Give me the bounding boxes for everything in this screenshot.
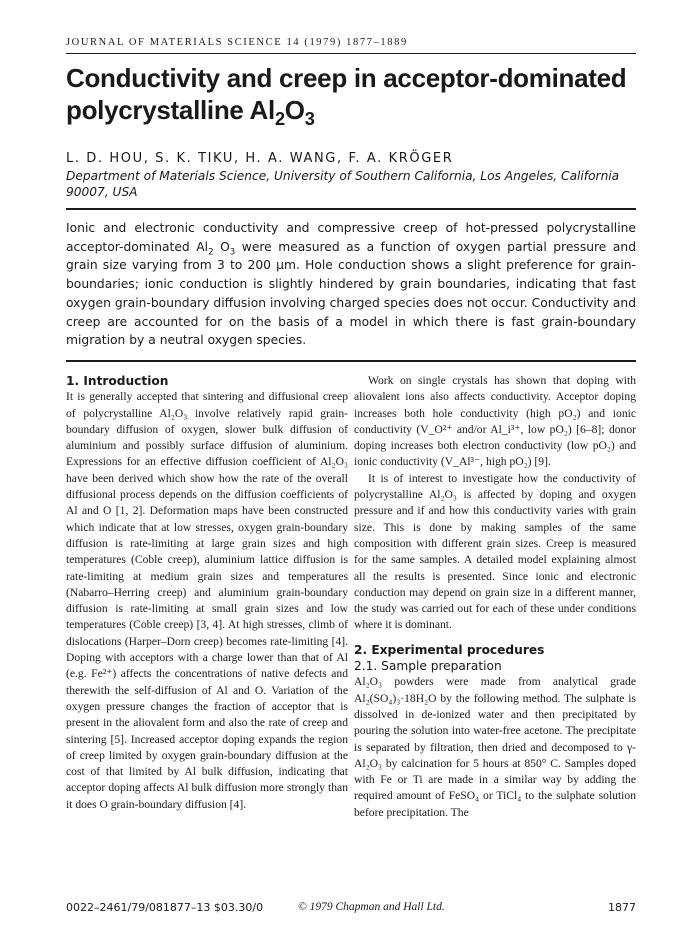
abstract-bottom-rule	[66, 360, 636, 362]
abstract-subscript-1: 2	[208, 247, 214, 258]
right-column	[354, 373, 636, 821]
abstract-part-1: Ionic and electronic conductivity and compressive creep of hot-pressed polycrystalline acceptor-dominated Al	[66, 221, 636, 254]
aim-paragraph: It is of interest to investigate how the conductivity of polycrystalline Al₂O₃ is affected by doping and oxygen pressure and if and how this conductivity varies with grain size. This is done by making samples of the same composition with different grain sizes. Creep is measured for the same samples. A detailed model explaining almost all the results is presented. Since ionic and electronic conduction may depend on grain size in a different manner, the study was carried out for each of these under conditions where it is dominant.	[354, 471, 636, 632]
article-code: 0022–2461/79/081877–13 $03.30/0	[66, 901, 264, 914]
title-subscript-2: 2	[274, 109, 285, 130]
affiliation: Department of Materials Science, University of Southern California, Los Angeles, California 90007, USA	[66, 169, 620, 199]
top-rule	[66, 53, 636, 54]
left-column	[66, 373, 348, 813]
abstract-part-2: O	[213, 239, 230, 254]
sample-preparation-paragraph: Al₂O₃ powders were made from analytical grade Al₂(SO₄)₃·18H₂O by the following method. The sulphate is dissolved in de-ionized water and then precipitated by pouring the solution into water-free acetone. The precipitate is separated by filtration, then dried and decomposed to γ-Al₂O₃ by calcination for 5 hours at 850° C. Samples doped with Fe or Ti are made in a similar way by adding the required amount of FeSO₄ or TiCl₄ to the sulphate solution before precipitation. The	[354, 675, 636, 819]
title-oxygen: O	[284, 95, 305, 125]
abstract-part-3: were measured as a function of oxygen partial pressure and grain size varying from 3 to 200 μm. Hole conduction shows a slight preference for grain-boundaries; ionic conduction is slightly hindered by grain boundaries, indicating that fast oxygen grain-boundary diffusion involving charged species does not occur. Conductivity and creep are accounted for on the basis of a model in which there is fast grain-boundary migration by a neutral oxygen species.	[66, 239, 637, 348]
title-line-1: Conductivity and creep in acceptor-dominated	[66, 63, 627, 93]
article-title	[66, 62, 646, 130]
copyright-notice: © 1979 Chapman and Hall Ltd.	[298, 901, 445, 913]
title-line-2: polycrystalline Al	[66, 95, 275, 125]
abstract-subscript-2: 3	[229, 247, 236, 258]
page-number: 1877	[608, 901, 636, 914]
section-heading-experimental: 2. Experimental procedures	[354, 642, 545, 657]
abstract	[66, 219, 636, 350]
single-crystal-paragraph: Work on single crystals has shown that doping with aliovalent ions also affects conductivity. Acceptor doping increases both hole conductivity (high pO₂) and ionic conductivity (V_O²⁺ and/or Al_i³⁺, low pO₂) [6–8]; donor doping increases both electron conductivity (low pO₂) and ionic conductivity (V_Al³⁻, high pO₂) [9].	[354, 374, 636, 469]
page-footer	[66, 901, 636, 914]
running-head: JOURNAL OF MATERIALS SCIENCE 14 (1979) 1877–1889	[66, 37, 408, 48]
author-list: L. D. HOU, S. K. TIKU, H. A. WANG, F. A. KRÖGER	[66, 151, 454, 166]
subsection-heading-sample-preparation: 2.1. Sample preparation	[354, 659, 502, 674]
section-heading-introduction: 1. Introduction	[66, 374, 169, 388]
title-subscript-3: 3	[304, 109, 315, 130]
abstract-top-rule	[66, 208, 636, 210]
intro-paragraph: It is generally accepted that sintering and diffusional creep of polycrystalline Al₂O₃ involve relatively rapid grain-boundary diffusion of oxygen, slower bulk diffusion of aluminium and possibly surface diffusion of aluminium. Expressions for an effective diffusion coefficient of Al₂O₃ have been derived which show how the rate of the overall diffusional process depends on the diffusion coefficients of Al and O [1, 2]. Deformation maps have been constructed which indicate that at low stresses, oxygen grain-boundary diffusion is rate-limiting at large grain sizes and high temperatures (Coble creep), aluminium lattice diffusion is rate-limiting at medium grain sizes and temperatures (Nabarro–Herring creep) and aluminium grain-boundary diffusion is rate-limiting at small grain sizes and low temperatures (Coble creep) [3, 4]. At high stresses, climb of dislocations (Harper–Dorn creep) becomes rate-limiting [4]. Doping with acceptors with a charge lower than that of Al (e.g. Fe²⁺) affects the concentrations of native defects and therewith the self-diffusion of Al and O. Variation of the oxygen pressure changes the fraction of acceptor that is present in the aliovalent form and also the rate of creep and sintering [5]. Increased acceptor doping expands the region of creep limited by oxygen grain-boundary diffusion at the cost of that limited by Al bulk diffusion, indicating that acceptor doping affects Al bulk diffusion more strongly than it does O grain-boundary diffusion [4].	[66, 390, 348, 811]
